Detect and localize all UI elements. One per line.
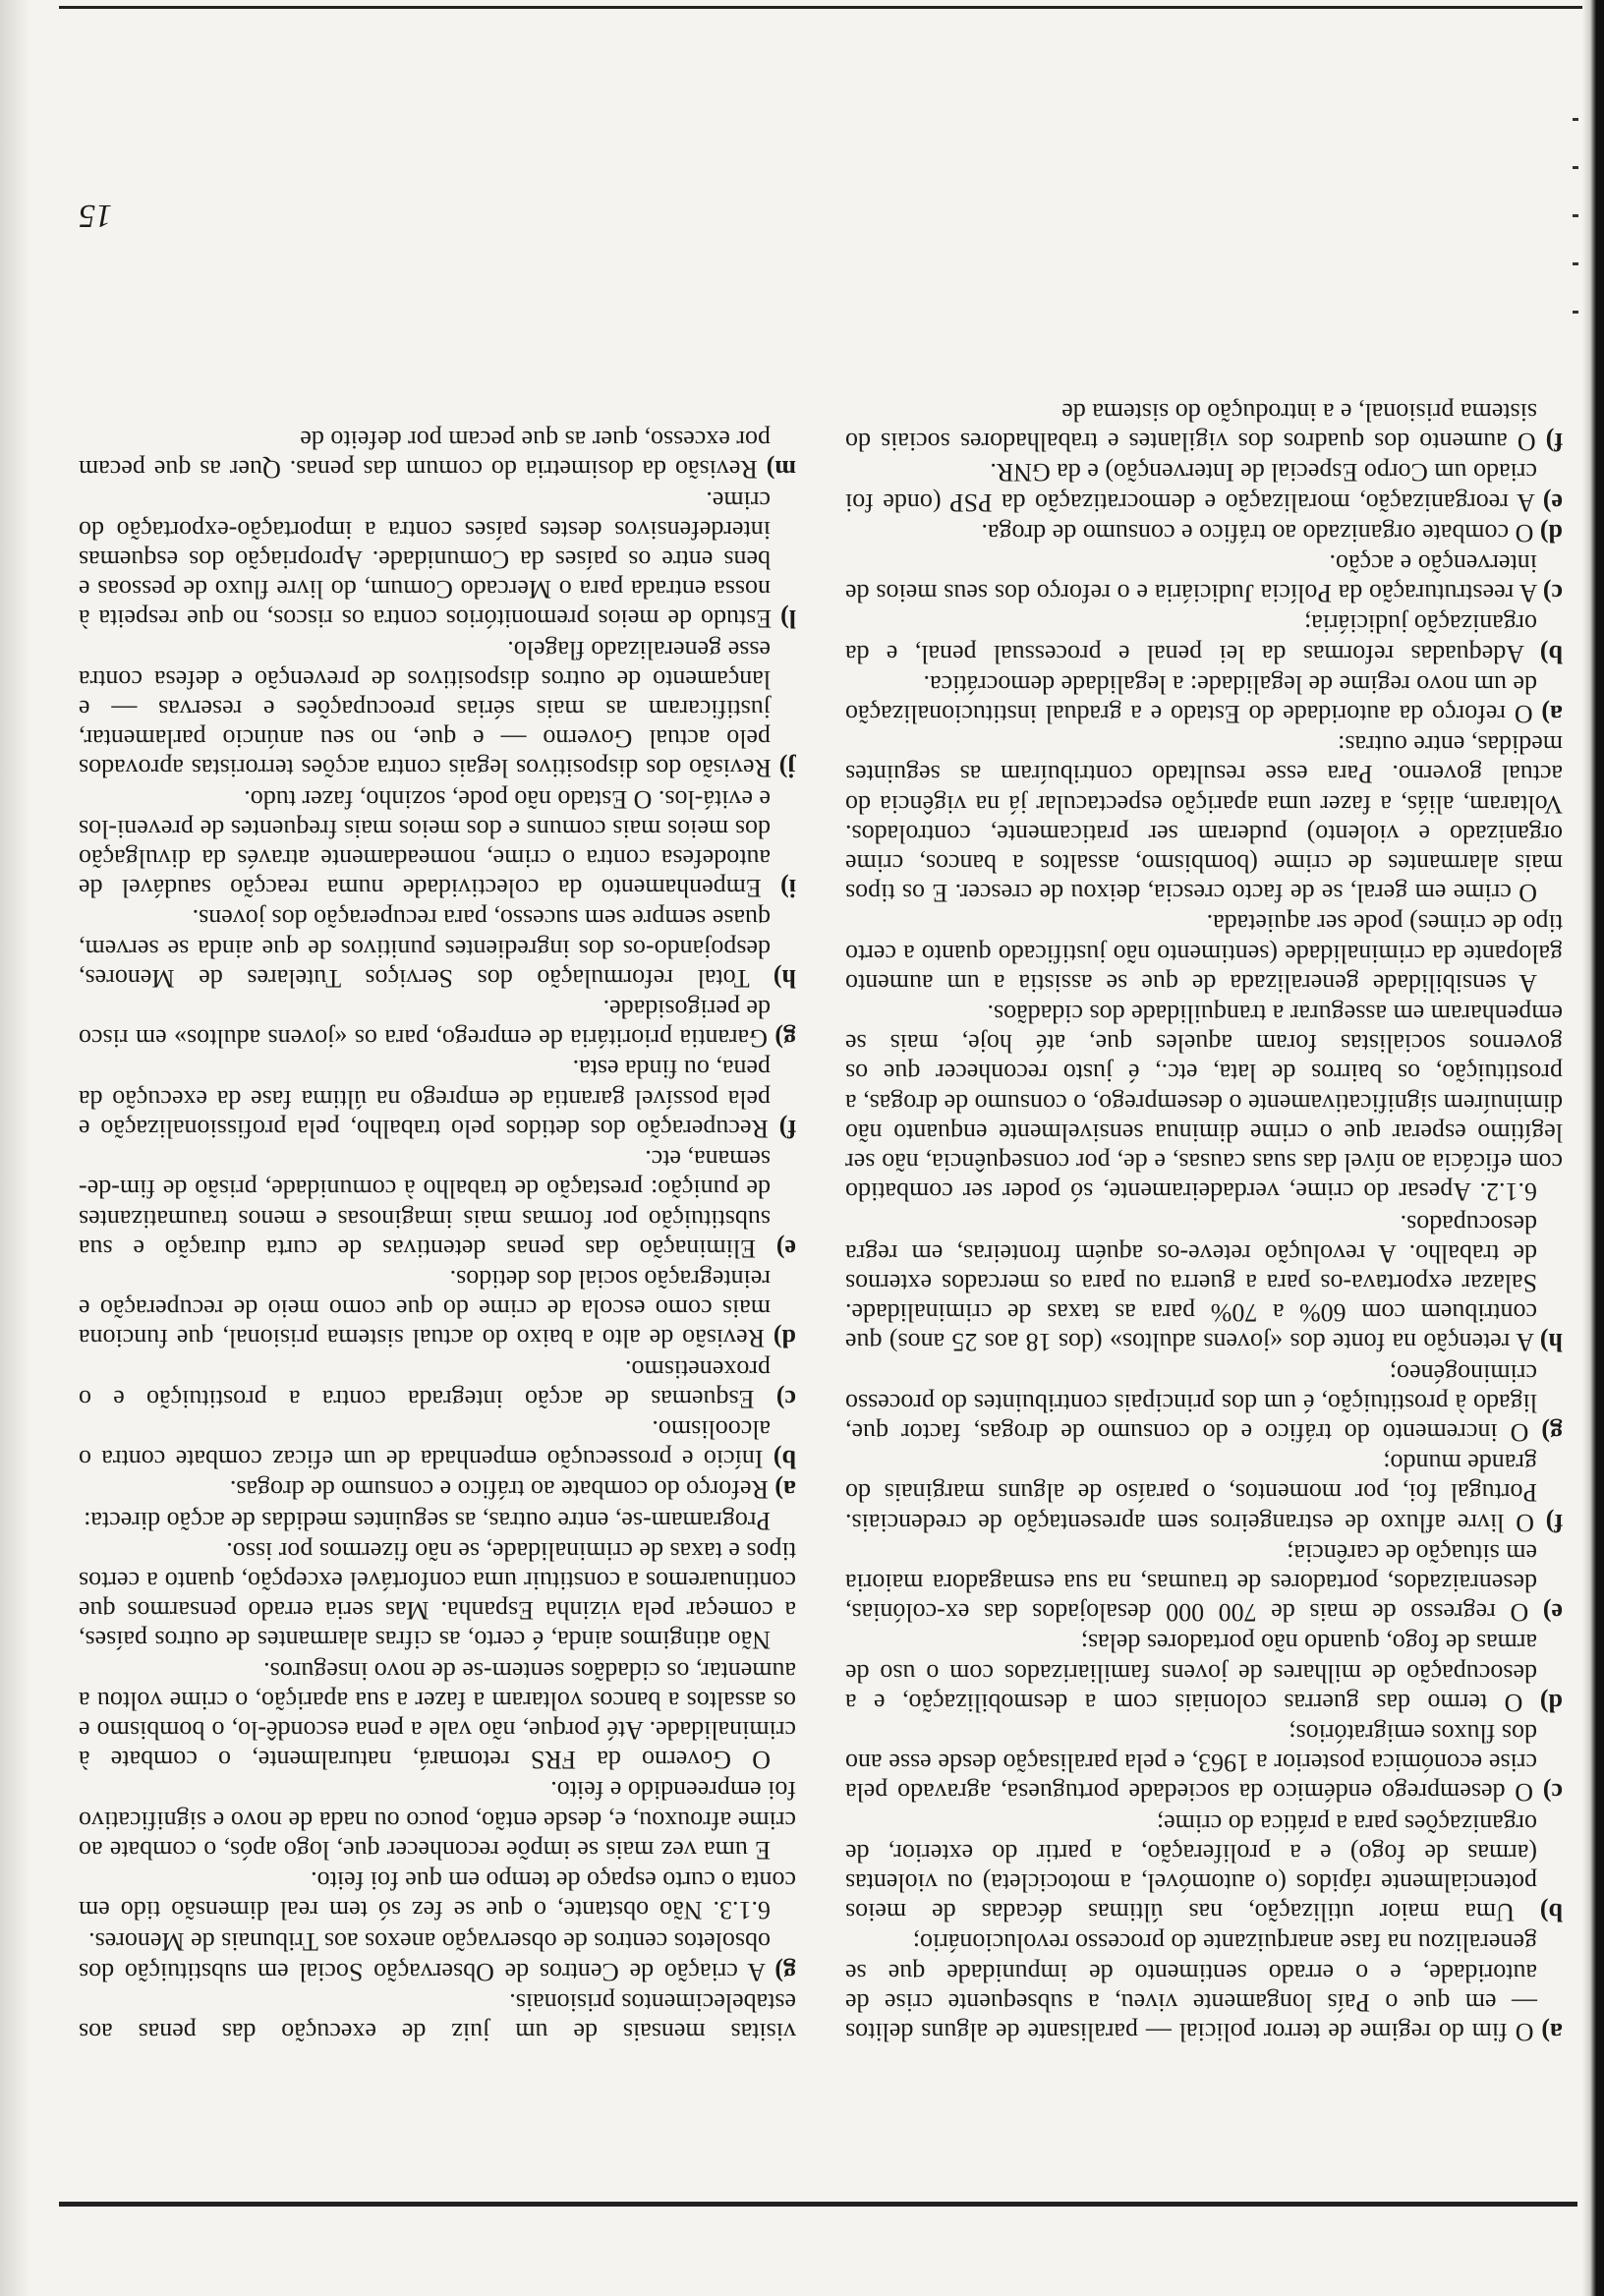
paragraph-text: Empenhamento da colectividade numa reacção saudável de autodefesa contra o crime, nomeadamente através da divulgação dos meios mais comuns e dos meios mais frequentes de preveni-los e evitá-los. O Estado não pode, sozinho, fazer tudo. (79, 784, 771, 903)
item-marker: g) (774, 1957, 796, 1986)
item-marker: g) (1541, 1417, 1563, 1447)
paragraph (79, 783, 796, 902)
printed-page (59, 98, 1573, 2064)
paragraph (79, 634, 796, 782)
paragraph (845, 908, 1563, 998)
left-text-column (845, 248, 1563, 2046)
item-marker: j) (778, 754, 796, 783)
paragraph (79, 994, 796, 1053)
item-marker: e) (1542, 488, 1563, 517)
paragraph (79, 1264, 796, 1353)
paragraph (845, 1718, 1563, 1808)
paragraph (845, 548, 1563, 607)
item-marker: f) (778, 1114, 796, 1143)
bottom-rule (59, 2202, 1577, 2207)
paragraph-text: A criação de Centros de Observação Social em substituição dos obsoletos centros de observação anexos aos Tribunais de Menores. (79, 1927, 771, 1986)
paragraph (845, 457, 1563, 516)
paragraph-text: O fim do regime de terror policial — paralisante de alguns delitos — em que o País longamente viveu, a subsequente crise de autoridade, e o errado sentimento de impunidade que se generalizou na fase anarquizante do processo revolucionário; (845, 1928, 1537, 2046)
paragraph-text: A reorganização, moralização e democratização da PSP (onde foi criado um Corpo Especial de Intervenção) e da GNR. (845, 458, 1537, 517)
item-marker: m) (766, 455, 796, 485)
paragraph (79, 425, 796, 484)
item-marker: d) (1539, 1688, 1563, 1717)
paragraph-text: Início e prossecução empenhada de um eficaz combate contra o alcoolismo. (79, 1414, 771, 1474)
item-marker: h) (773, 963, 796, 993)
item-marker: e) (1542, 1598, 1563, 1628)
item-marker: e) (775, 1234, 796, 1263)
paragraph-text: Revisão da dosimetria do comum das penas. Quer as que pecam por excesso, quer as que pecam por defeito de (79, 426, 771, 485)
paragraph-text: Estudo de meios premonitórios contra os riscos, no que respeita à nossa entrada para o Mercado Comum, do livre fluxo de pessoas e bens entre os países da Comunidade. Apropriação dos esquemas interdefensivos destes países contra a importação-exportação do crime. (79, 486, 773, 634)
paragraph (79, 1866, 796, 1924)
paragraph-text: A sensibilidade generalizada de que se assistia a um aumento galopante da criminalidade (sentimento não justificado quanto a certo tipo de crimes) pode ser aquietada. (845, 909, 1563, 998)
paragraph (845, 1808, 1563, 1926)
right-text-column (79, 248, 796, 2046)
paragraph-text: Garantia prioritária de emprego, para os «jovens adultos» em risco de perigosidade. (79, 995, 771, 1054)
item-marker: a) (1541, 700, 1563, 729)
paragraph-text: Eliminação das penas detentivas de curta duração e sua substituição por formas mais imaginosas e menos traumatizantes de punição: prestação de trabalho à comunidade, prisão de fim-de-semana, etc. (79, 1145, 771, 1263)
paragraph (79, 485, 796, 633)
item-marker: a) (1541, 2018, 1563, 2046)
item-marker: h) (1539, 1328, 1563, 1357)
paragraph-text: Revisão de alto a baixo do actual sistema prisional, que funciona mais como escola de crime do que como meio de recuperação e reintegração social dos detidos. (79, 1264, 771, 1353)
paragraph-text: Uma maior utilização, nas últimas décadas de meios potencialmente rápidos (o automóvel, a motocicleta) ou violentas (armas de fogo) e a proliferação, a partir do exterior, de organizações para a prática do crime; (845, 1808, 1537, 1927)
scan-edge-right (1582, 0, 1604, 2296)
page-number: 15 (79, 198, 112, 234)
paragraph (79, 1144, 796, 1263)
paragraph-text: O desemprego endémico da sociedade portuguesa, agravado pela crise económica posterior a 1963, e pela paralisação desde esse ano dos fluxos emigratórios; (845, 1718, 1537, 1808)
binding-marks (1573, 118, 1582, 432)
paragraph-text: E uma vez mais se impõe reconhecer que, logo após, o combate ao crime afrouxou, e, desde então, pouco ou nada de novo e significativo foi empreendido e feito. (79, 1776, 796, 1865)
paragraph (845, 729, 1563, 907)
paragraph (845, 669, 1563, 728)
paragraph (79, 1655, 796, 1774)
paragraph (845, 518, 1563, 547)
paragraph (845, 999, 1563, 1206)
item-marker: f) (1545, 428, 1563, 457)
paragraph-text: O regresso de mais de 700 000 desalojados das ex-colónias, desenraizados, portadores de traumas, na sua esmagadora maioria em situação de carência; (845, 1538, 1537, 1628)
paragraph (79, 1505, 796, 1534)
paragraph-text: O Governo da FRS retomará, naturalmente, o combate à criminalidade. Até porque, não vale a pena escondê-lo, o bombismo e os assaltos a bancos voltaram a fazer a sua aparição, o crime voltou a aumentar, os cidadãos sentem-se de novo inseguros. (79, 1656, 796, 1775)
item-marker: c) (1542, 1778, 1563, 1808)
paragraph-text: Programam-se, entre outras, as seguintes medidas de acção directa: (84, 1506, 771, 1535)
paragraph-text: O aumento dos quadros dos vigilantes e trabalhadores sociais do sistema prisional, e a introdução do sistema de (845, 398, 1537, 457)
item-marker: i) (780, 874, 796, 903)
paragraph-text: O termo das guerras coloniais com a desmobilização, e a desocupação de milhares de jovens familiarizados com o uso de armas de fogo, quando não portadores delas; (845, 1629, 1537, 1717)
item-marker: b) (773, 1445, 796, 1474)
paragraph (79, 1987, 796, 2046)
paragraph-text: 6.1.3. Não obstante, o que se fez só tem real dimensão tido em conta o curto espaço de tempo em que foi feito. (79, 1866, 796, 1925)
paragraph (79, 1474, 796, 1504)
paragraph-text: Esquemas de acção integrada contra a prostituição e o proxenetismo. (79, 1354, 771, 1413)
paragraph (79, 1775, 796, 1865)
item-marker: d) (1539, 518, 1563, 547)
paragraph-text: A reestruturação da Polícia Judiciária e o reforço dos seus meios de intervenção e acção. (845, 549, 1538, 608)
item-marker: b) (1539, 1898, 1563, 1927)
paragraph-text: Reforço do combate ao tráfico e consumo de drogas. (229, 1475, 769, 1505)
paragraph (79, 1414, 796, 1473)
item-marker: c) (775, 1384, 796, 1413)
paragraph (845, 1538, 1563, 1628)
paragraph-text: Não atingimos ainda, é certo, as cifras alarmantes de outros países, a começar pela vizinha Espanha. Mas seria errado pensarmos que continuaremos a constituir uma confortável excepção, quanto a certos tipos e taxas de criminalidade, se não fizermos por isso. (79, 1536, 796, 1655)
paragraph-text: Total reformulação dos Serviços Tutelares de Menores, despojando-os dos ingredientes punitivos de que ainda se servem, quase sempre sem sucesso, para recuperação dos jovens. (79, 904, 771, 993)
paragraph (845, 1357, 1563, 1447)
paragraph-text: O combate organizado ao tráfico e consumo de droga. (981, 518, 1534, 547)
paragraph (845, 1208, 1563, 1356)
paragraph-text: visitas mensais de um juiz de execução das penas aos estabelecimentos prisionais. (79, 1987, 796, 2046)
paragraph (845, 1448, 1563, 1537)
paragraph-text: O crime em geral, se de facto crescia, deixou de crescer. E os tipos mais alarmantes de crime (bombismo, assaltos a bancos, crime organizado e violento) puderam ser praticamente, controlados. Voltaram, aliás, a fazer uma aparição espectacular já na vigência do actual governo. Para esse resultado contribuíram as seguintes medidas, entre outras: (845, 730, 1563, 908)
paragraph (79, 903, 796, 993)
item-marker: c) (1542, 579, 1563, 608)
paragraph-text: O incremento do tráfico e do consumo de drogas, factor que, ligado à prostituição, é um dos principais contribuintes do processo criminogéneo; (845, 1358, 1537, 1447)
paragraph (79, 1536, 796, 1655)
scan-edge-left (0, 0, 29, 2296)
item-marker: b) (1539, 639, 1563, 668)
paragraph-text: O reforço da autoridade do Estado e a gradual institucionalização de um novo regime de legalidade: a legalidade democrática. (845, 669, 1537, 729)
paragraph-text: O livre afluxo de estrangeiros sem apresentação de credenciais. Portugal foi, por momentos, o paraíso de alguns marginais do grande mundo; (845, 1449, 1537, 1537)
paragraph (845, 397, 1563, 456)
paragraph (79, 1353, 796, 1412)
paragraph-text: A retenção na fonte dos «jovens adultos» (dos 18 aos 25 anos) que contribuem com 60% a 70% para as taxas de criminalidade. Salazar exportava-os para a guerra ou para os mercados externos de trabalho. A revolução reteve-os aquém fronteiras, em regra desocupados. (845, 1209, 1537, 1357)
item-marker: a) (774, 1475, 796, 1505)
paragraph-text: 6.1.2. Apesar do crime, verdadeiramente, só poder ser combatido com eficácia ao nível das suas causas, e de, por consequência, não ser legítimo esperar que o crime diminua sensivelmente enquanto não diminuírem significativamente o desemprego, o consumo de drogas, a prostituição, os bairros de lata, etc., é justo reconhecer que os governos socialistas foram aqueles que, até hoje, mais se empenharam em assegurar a tranquilidade dos cidadãos. (845, 1000, 1563, 1207)
paragraph (79, 1054, 796, 1143)
paragraph-text: Recuperação dos detidos pelo trabalho, pela profissionalização e pela possível garantia de emprego na última fase da execução da pena, ou finda esta. (79, 1055, 771, 1143)
item-marker: f) (1545, 1508, 1563, 1537)
paragraph-text: Adequadas reformas da lei penal e processual penal, e da organização judiciária; (845, 609, 1537, 668)
paragraph (845, 608, 1563, 667)
top-rule (59, 6, 1582, 9)
item-marker: l) (780, 604, 796, 634)
paragraph (845, 1927, 1563, 2046)
paragraph (845, 1628, 1563, 1717)
item-marker: d) (773, 1324, 796, 1353)
item-marker: g) (774, 1024, 796, 1054)
paragraph-text: Revisão dos dispositivos legais contra acções terroristas aprovados pelo actual Governo — e que, no seu anúncio parlamentar, justificaram as mais sérias preocupações e reservas — e lançamento de outros dispositivos de prevenção e defesa contra esse generalizado flagelo. (79, 635, 772, 783)
paragraph (79, 1926, 796, 1985)
